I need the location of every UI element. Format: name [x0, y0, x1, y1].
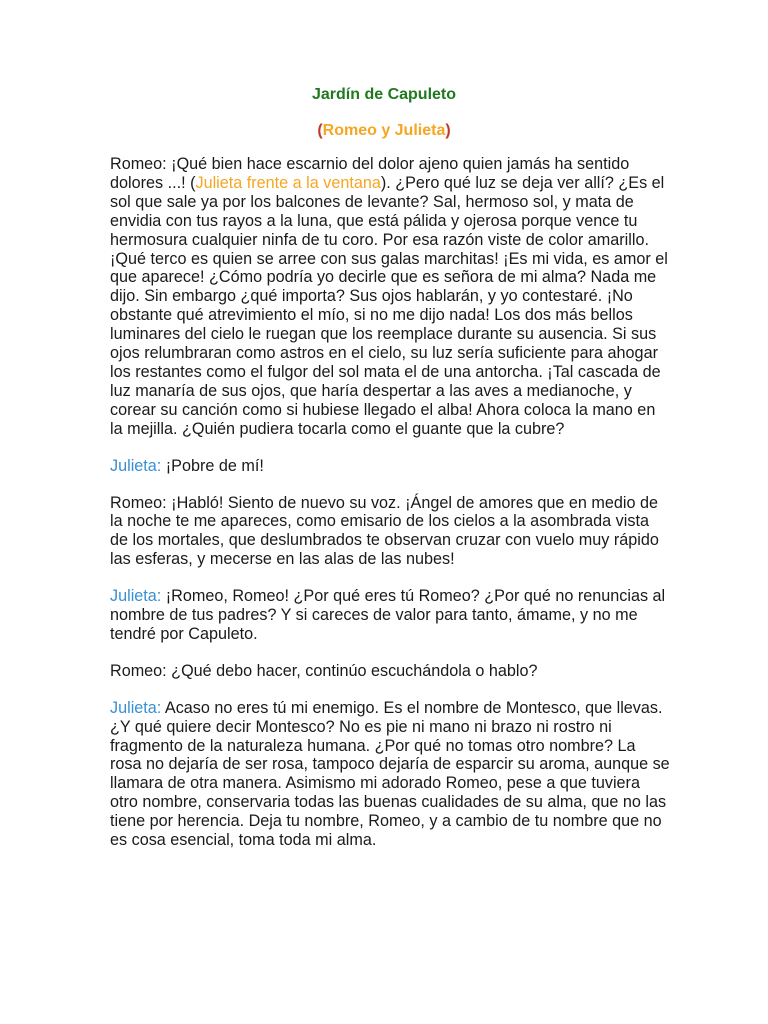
- document-subtitle: [0, 122, 768, 140]
- subtitle-open-paren: (: [317, 122, 323, 139]
- speaker-romeo: Romeo:: [110, 155, 167, 173]
- dialogue-paragraph-romeo: [110, 662, 670, 681]
- dialogue-text: ). ¿Pero qué luz se deja ver allí? ¿Es el sol que sale ya por los balcones de levante? Sal, hermoso sol, y mata de envidia con tus rayos a la luna, que está pálida y ojerosa porque vence tu hermosura cualquier ninfa de tu coro. Por esa razón viste de color amarillo. ¡Qué terco es quien se arree con sus galas marchitas! ¡Es mi vida, es amor el que aparece! ¿Cómo podría yo decirle que es señora de mi alma? Nada me dijo. Sin embargo ¿qué importa? Sus ojos hablarán, y yo contestaré. ¡No obstante qué atrevimiento el mío, si no me dijo nada! Los dos más bellos luminares del cielo le ruegan que los reemplace durante su ausencia. Si sus ojos relumbraran como astros en el cielo, su luz sería suficiente para ahogar los restantes como el fulgor del sol mata el de una antorcha. ¡Tal cascada de luz manaría de sus ojos, que haría despertar a las aves a medianoche, y corear su canción como si hubiese llegado el alba! Ahora coloca la mano en la mejilla. ¿Quién pudiera tocarla como el guante que la cubre?: [110, 173, 668, 438]
- dialogue-paragraph-julieta: [110, 587, 670, 644]
- dialogue-paragraph-romeo: [110, 155, 670, 439]
- document-title: Jardín de Capuleto: [311, 86, 457, 103]
- dialogue-paragraph-julieta: [110, 699, 670, 850]
- dialogue-paragraph-julieta: [110, 457, 670, 476]
- dialogue-text: ¡Pobre de mí!: [161, 456, 264, 475]
- speaker-julieta: Julieta:: [110, 587, 162, 606]
- dialogue-text: Acaso no eres tú mi enemigo. Es el nombre de Montesco, que llevas. ¿Y qué quiere decir Montesco? No es pie ni mano ni brazo ni rostro ni fragmento de la naturaleza humana. ¿Por qué no tomas otro nombre? La rosa no dejaría de ser rosa, tampoco dejaría de esparcir su aroma, aunque se llamara de otra manera. Asimismo mi adorado Romeo, pese a que tuviera otro nombre, conservaria todas las buenas cualidades de su alma, que no las tiene por herencia. Deja tu nombre, Romeo, y a cambio de tu nombre que no es cosa esencial, toma toda mi alma.: [110, 698, 670, 850]
- speaker-romeo: Romeo:: [110, 661, 167, 680]
- dialogue-text: ¡Qué bien hace escarnio del dolor ajeno quien jamás ha sentido dolores ...! (: [110, 155, 630, 192]
- dialogue-text: ¡Habló! Siento de nuevo su voz. ¡Ángel de amores que en medio de la noche te me apareces, como emisario de los cielos a la asombrada vista de los mortales, que deslumbrados te observan cruzar con vuelo muy rápido las esferas, y mecerse en las alas de las nubes!: [110, 493, 659, 569]
- subtitle-close-paren: ): [445, 122, 451, 139]
- speaker-romeo: Romeo:: [110, 493, 167, 512]
- subtitle-work-title: Romeo y Julieta: [322, 122, 446, 139]
- stage-direction: Julieta frente a la ventana: [195, 173, 381, 192]
- dialogue-paragraph-romeo: [110, 494, 670, 570]
- dialogue-body: [110, 155, 670, 868]
- speaker-julieta: Julieta:: [110, 456, 162, 475]
- speaker-julieta: Julieta:: [110, 698, 162, 717]
- dialogue-text: ¡Romeo, Romeo! ¿Por qué eres tú Romeo? ¿Por qué no renuncias al nombre de tus padres? Y si careces de valor para tanto, ámame, y no me tendré por Capuleto.: [110, 587, 666, 643]
- dialogue-text: ¿Qué debo hacer, continúo escuchándola o hablo?: [166, 661, 538, 680]
